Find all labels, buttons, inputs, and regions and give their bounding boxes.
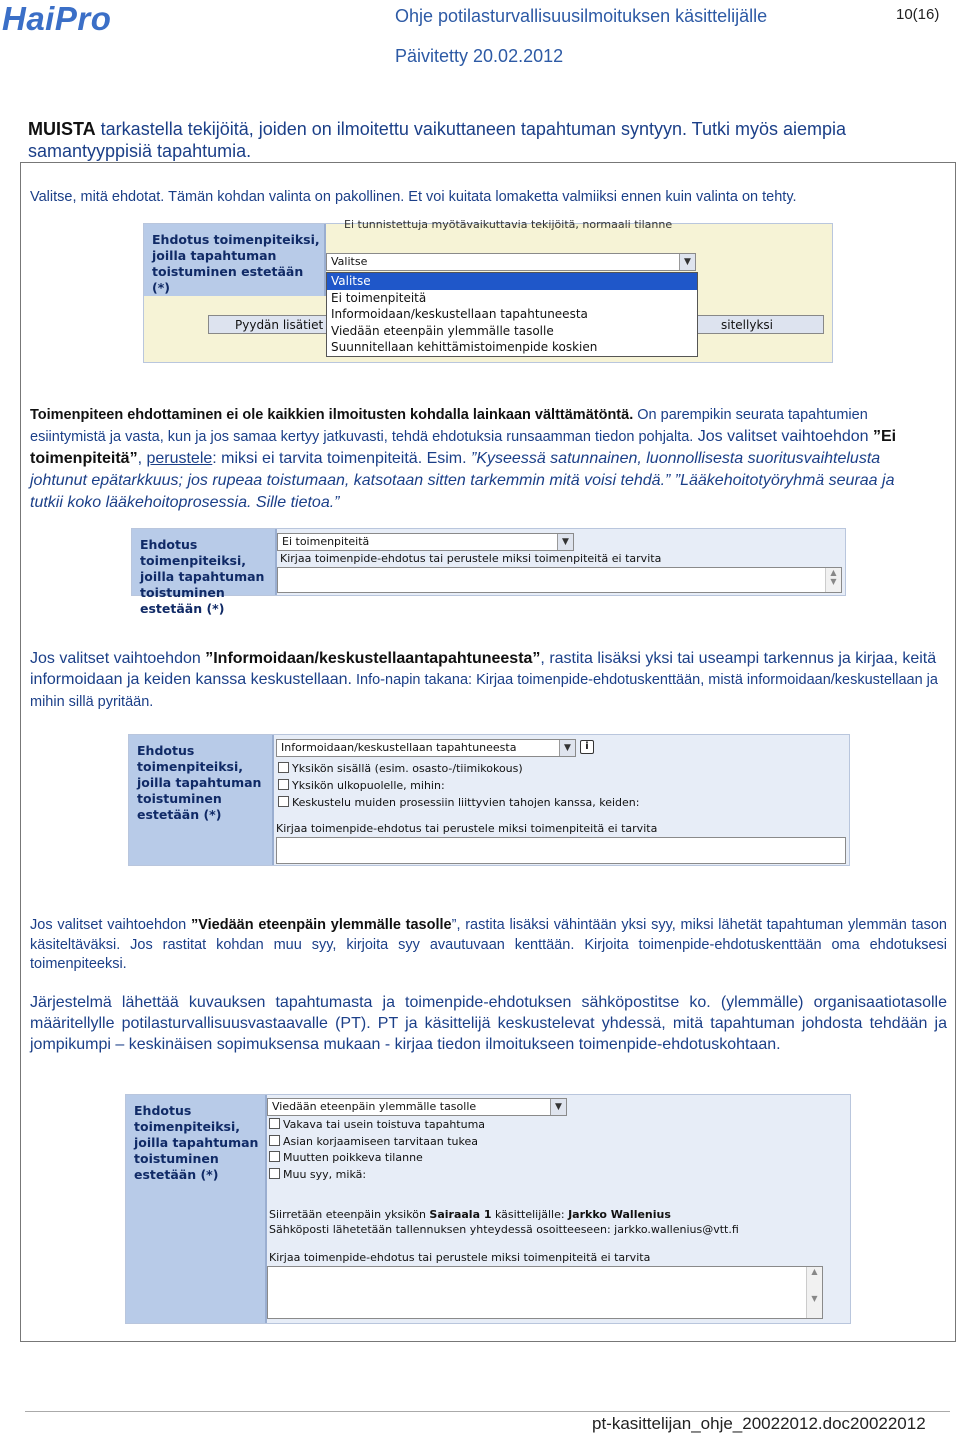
- screenshot-dropdown: [143, 218, 833, 363]
- checkbox-item[interactable]: Vakava tai usein toistuva tapahtuma: [269, 1117, 485, 1134]
- chevron-down-icon: ▼: [679, 254, 695, 270]
- textarea-label: Kirjaa toimenpide-ehdotus tai perustele miksi toimenpiteitä ei tarvita: [276, 822, 658, 835]
- chevron-down-icon: ▼: [559, 740, 575, 756]
- suggestion-select[interactable]: Viedään eteenpäin ylemmälle tasolle ▼: [267, 1098, 567, 1116]
- checkbox-item[interactable]: Keskustelu muiden prosessiin liittyvien tahojen kanssa, keiden:: [278, 794, 639, 811]
- checkbox[interactable]: [269, 1168, 280, 1179]
- checkbox-list: [278, 760, 639, 811]
- scrollbar[interactable]: ▲ ▼: [825, 568, 841, 592]
- checkbox[interactable]: [278, 762, 289, 773]
- email-text: Sähköposti lähetetään tallennuksen yhteydessä osoitteeseen: jarkko.wallenius@vtt.fi: [269, 1223, 739, 1236]
- intro-text: Valitse, mitä ehdotat. Tämän kohdan valinta on pakollinen. Et voi kuitata lomaketta valmiiksi ennen kuin valinta on tehty.: [30, 189, 797, 205]
- para2-bold: Toimenpiteen ehdottaminen ei ole kaikkien ilmoitusten kohdalla lainkaan välttämätöntä.: [30, 407, 634, 423]
- para4-bold: ”Viedään eteenpäin ylemmälle tasolle: [190, 917, 452, 933]
- para3-bold: ”Informoidaan/keskustellaantapahtuneesta”: [205, 650, 541, 667]
- top-text: Ei tunnistettuja myötävaikuttavia tekijöitä, normaali tilanne: [344, 218, 673, 231]
- field-label: Ehdotus toimenpiteiksi, joilla tapahtuman toistuminen estetään (*): [144, 224, 326, 296]
- paragraph-inform: [30, 648, 950, 713]
- paragraph-no-action: [30, 405, 930, 514]
- footer-divider: [25, 1411, 950, 1412]
- checkbox-item[interactable]: Muutten poikkeva tilanne: [269, 1150, 485, 1167]
- checkbox-item[interactable]: Yksikön sisällä (esim. osasto-/tiimikokous): [278, 760, 639, 777]
- para4-text2: ”, rastita lisäksi vähintään yksi syy, miksi lähetät tapahtuman ylemmän tason käsiteltäväksi. Jos rastitat kohdan muu syy, kirjoita syy avautuvaan kenttään. Kirjoita toimenpide-ehdotuskenttään oma ehdotuksesi toimenpiteeksi.: [30, 917, 947, 972]
- option-ei-toimenpiteita[interactable]: Ei toimenpiteitä: [331, 290, 427, 305]
- para3-text3: Info-napin takana: Kirjaa toimenpide-ehdotuskenttään, mistä informoidaan/keskustellaan ja mihin sillä pyritään.: [30, 672, 938, 710]
- request-info-button[interactable]: Pyydän lisätiet: [208, 315, 328, 334]
- checkbox-item[interactable]: Muu syy, mikä:: [269, 1167, 485, 1184]
- field-label: Ehdotus toimenpiteiksi, joilla tapahtuman toistuminen estetään (*): [129, 735, 274, 865]
- field-label: Ehdotus toimenpiteiksi, joilla tapahtuman toistuminen estetään (*): [126, 1095, 267, 1323]
- screenshot-no-action: [131, 528, 846, 616]
- option-suunnitellaan[interactable]: Suunnitellaan kehittämistoimenpide koskien: [331, 340, 598, 354]
- mark-done-button[interactable]: sitellyksi: [696, 315, 824, 334]
- suggestion-textarea[interactable]: [267, 1266, 823, 1319]
- para3-text1: Jos valitset vaihtoehdon: [30, 650, 206, 667]
- para2-underline: perustele: [146, 450, 213, 467]
- para2-bold2: ”Ei toimenpiteitä”: [30, 428, 897, 467]
- textarea-label: Kirjaa toimenpide-ehdotus tai perustele miksi toimenpiteitä ei tarvita: [269, 1251, 651, 1264]
- para2-text2b: ,: [137, 450, 147, 467]
- para2-text2c: : miksi ei tarvita toimenpiteitä. Esim.: [212, 450, 472, 467]
- checkbox[interactable]: [278, 779, 289, 790]
- suggestion-select[interactable]: Informoidaan/keskustellaan tapahtuneesta ▼: [276, 739, 576, 757]
- checkbox[interactable]: [278, 796, 289, 807]
- para3-text2: , rastita lisäksi yksi tai useampi tarkennus ja kirjaa, keitä informoidaan ja keiden kanssa keskustellaan.: [30, 650, 937, 688]
- checkbox-item[interactable]: Yksikön ulkopuolelle, mihin:: [278, 777, 639, 794]
- para4-text1: Jos valitset vaihtoehdon: [30, 917, 191, 933]
- suggestion-select[interactable]: Ei toimenpiteitä ▼: [277, 533, 574, 551]
- chevron-down-icon: ▼: [557, 534, 573, 550]
- chevron-down-icon: ▼: [550, 1099, 566, 1115]
- info-icon[interactable]: i: [580, 740, 594, 754]
- para2-text2a: Jos valitset vaihtoehdon: [693, 428, 873, 445]
- checkbox-item[interactable]: Asian korjaamiseen tarvitaan tukea: [269, 1134, 485, 1151]
- option-valitse[interactable]: Valitse: [327, 273, 697, 290]
- page-number: 10(16): [896, 6, 940, 23]
- muista-text: tarkastella tekijöitä, joiden on ilmoitettu vaikuttaneen tapahtuman syntyyn. Tutki myös aiempia samantyyppisiä tapahtumia.: [28, 119, 847, 161]
- suggestion-select[interactable]: Valitse ▼: [326, 253, 696, 271]
- checkbox[interactable]: [269, 1118, 280, 1129]
- scrollbar[interactable]: ▲ ▼: [806, 1267, 822, 1318]
- textarea-label: Kirjaa toimenpide-ehdotus tai perustele miksi toimenpiteitä ei tarvita: [280, 552, 662, 565]
- suggestion-textarea[interactable]: [276, 837, 846, 864]
- checkbox[interactable]: [269, 1135, 280, 1146]
- checkbox[interactable]: [269, 1151, 280, 1162]
- dropdown-options: [326, 272, 698, 357]
- footer-filename: pt-kasittelijan_ohje_20022012.doc20022012: [592, 1414, 926, 1433]
- field-label: Ehdotus toimenpiteiksi, joilla tapahtuman toistuminen estetään (*): [132, 529, 277, 595]
- para2-text1: On parempikin seurata tapahtumien esiintymistä ja vasta, kun ja jos samaa kertyy jatkuvasti, tehdä ehdotuksia runsaamman tiedon pohjalta.: [30, 407, 868, 445]
- haipro-logo: HaiPro: [2, 0, 112, 37]
- checkbox-list: [269, 1117, 485, 1183]
- screenshot-inform: [128, 734, 850, 866]
- suggestion-textarea[interactable]: [277, 567, 842, 593]
- para2-italic: ”Kyseessä satunnainen, luonnollisesta suoritusvaihtelusta johtunut epätarkkuus; jos rupeaa toistumaan, katsotaan sitten tarkemmin mitä voisi tehdä.” ”Lääkehoitotyöryhmä seuraa ja tutkii koko lääkehoitoprosessia. Sille tietoa.”: [30, 450, 895, 511]
- paragraph-forward: [30, 916, 947, 975]
- forward-text: Siirretään eteenpäin yksikön Sairaala 1 käsittelijälle: Jarkko Wallenius: [269, 1208, 671, 1221]
- option-informoidaan[interactable]: Informoidaan/keskustellaan tapahtuneesta: [331, 307, 588, 321]
- paragraph-system: Järjestelmä lähettää kuvauksen tapahtumasta ja toimenpide-ehdotuksen sähköpostitse ko. (ylemmälle) organisaatiotasolle määritellylle potilasturvallisuusvastaavalle (PT). PT ja käsittelijä keskustelevat yhdessä, mitä tapahtuman johdosta tehdään ja jompikumpi – keskinäisen sopimuksensa mukaan - kirjaa tiedon ilmoitukseen toimenpide-ehdotuskohtaan.: [30, 994, 947, 1053]
- muista-note: [28, 118, 928, 162]
- muista-bold: MUISTA: [28, 119, 96, 139]
- screenshot-forward: [125, 1094, 851, 1324]
- document-title: Ohje potilasturvallisuusilmoituksen käsittelijälle: [395, 6, 768, 26]
- option-viedaan-eteenpain[interactable]: Viedään eteenpäin ylemmälle tasolle: [331, 323, 554, 338]
- updated-date: Päivitetty 20.02.2012: [395, 46, 564, 66]
